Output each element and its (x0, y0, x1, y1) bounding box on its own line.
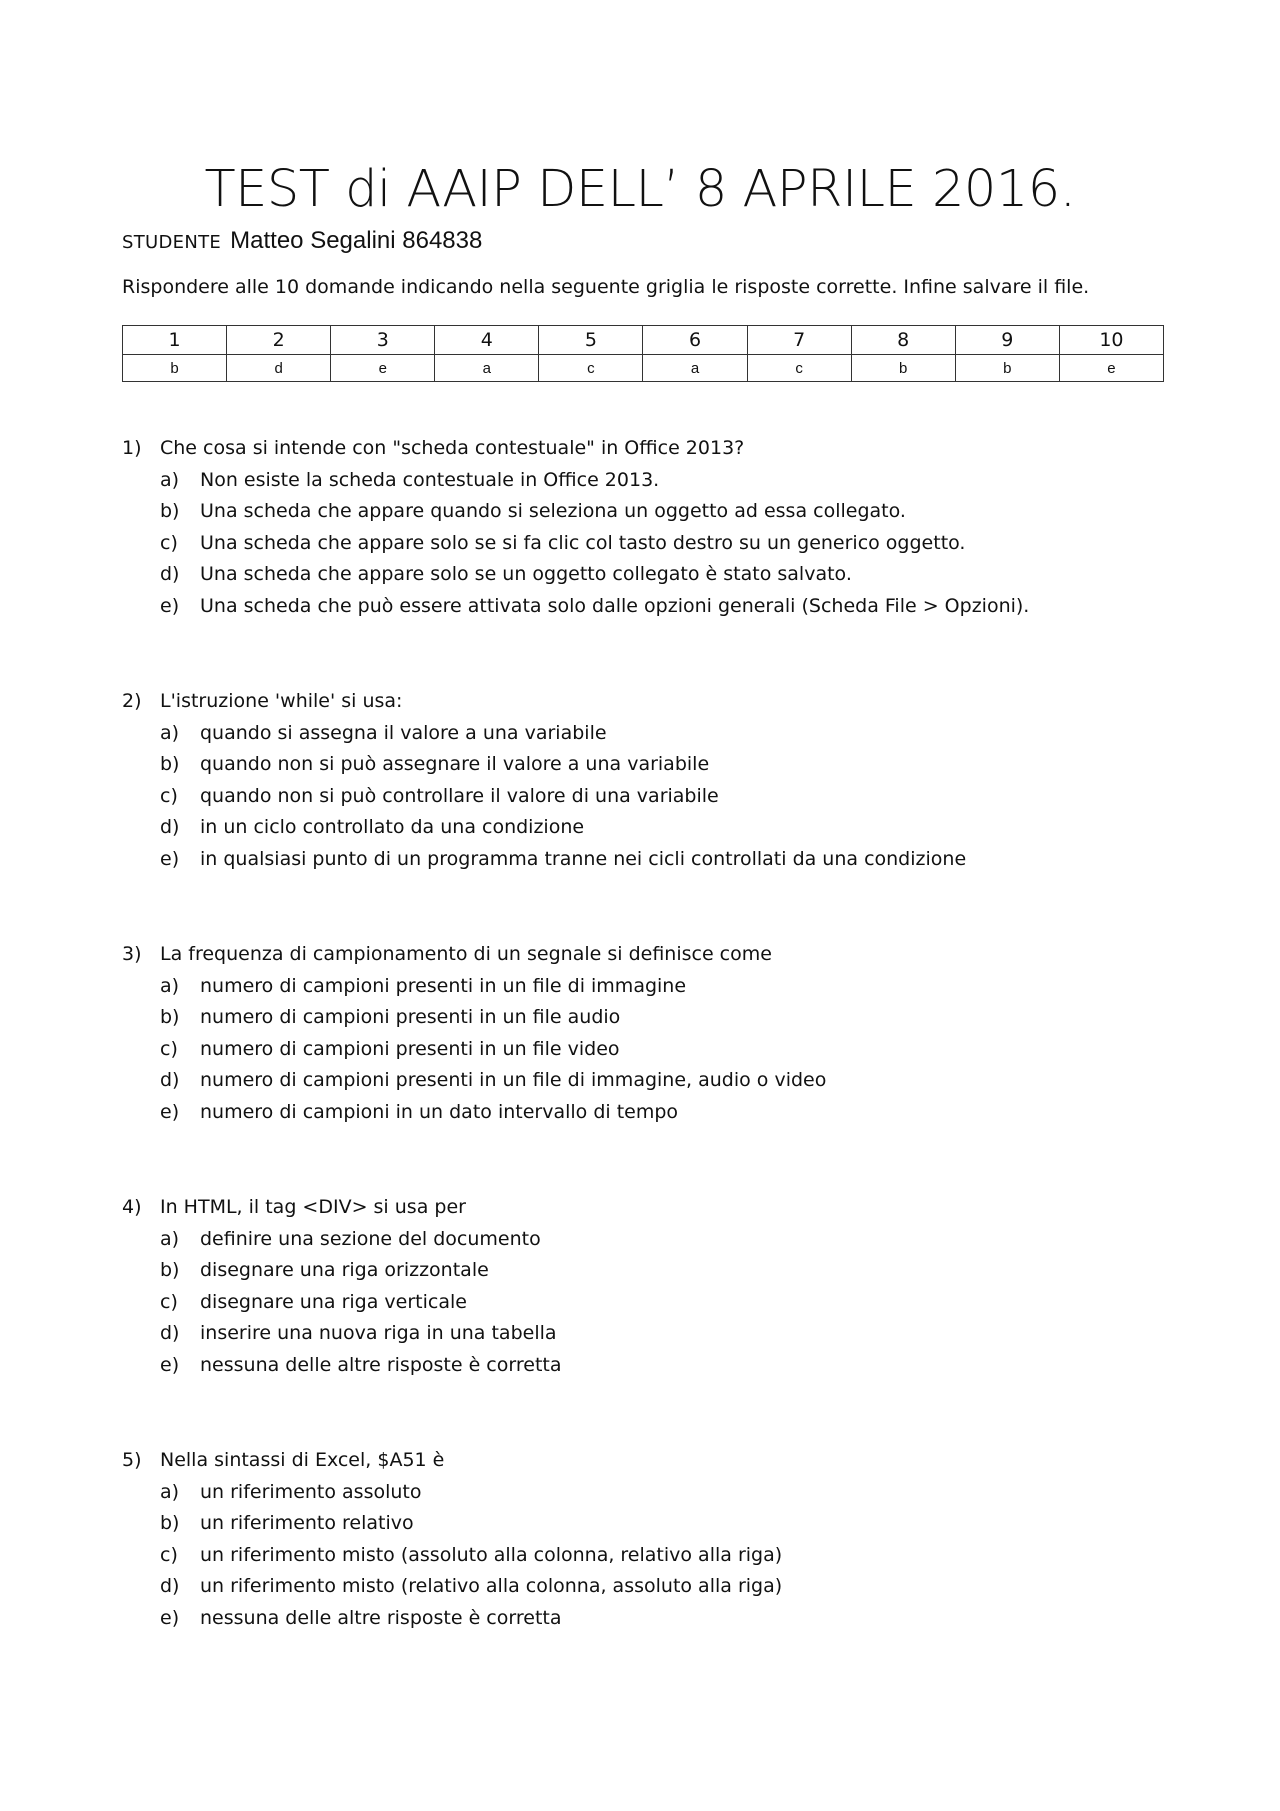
answer-option (122, 1224, 561, 1256)
answer-option (122, 559, 1029, 591)
option-letter: e) (160, 847, 180, 870)
option-letter: c) (160, 1290, 178, 1313)
option-letter: b) (160, 1006, 180, 1028)
question-5 (122, 1445, 782, 1634)
grid-number-cell: 6 (643, 326, 747, 355)
option-text: numero di campioni in un dato intervallo di tempo (200, 1100, 679, 1123)
answer-option (122, 1318, 561, 1350)
grid-answer-cell[interactable]: b (123, 355, 227, 382)
answer-option (122, 1540, 782, 1572)
question-text: In HTML, il tag <DIV> si usa per (160, 1196, 466, 1218)
option-letter: a) (160, 1227, 180, 1250)
option-letter: c) (160, 1543, 178, 1566)
answer-option (122, 781, 966, 813)
grid-answer-cell[interactable]: b (851, 355, 955, 382)
answer-option (122, 844, 966, 876)
option-letter: e) (160, 1100, 180, 1123)
option-text: numero di campioni presenti in un file di immagine (200, 974, 687, 997)
question-stem (122, 1445, 782, 1477)
option-letter: d) (160, 1322, 180, 1344)
grid-number-cell: 3 (331, 326, 435, 355)
grid-answer-cell[interactable]: c (539, 355, 643, 382)
answer-grid-numbers-row (123, 326, 1164, 355)
answer-option (122, 591, 1029, 623)
option-letter: d) (160, 816, 180, 838)
option-letter: e) (160, 1353, 180, 1376)
grid-answer-cell[interactable]: b (955, 355, 1059, 382)
answer-option (122, 812, 966, 844)
option-letter: d) (160, 1575, 180, 1597)
option-letter: c) (160, 1037, 178, 1060)
question-text: L'istruzione 'while' si usa: (160, 690, 403, 712)
grid-answer-cell[interactable]: a (435, 355, 539, 382)
answer-option (122, 749, 966, 781)
answer-option (122, 1477, 782, 1509)
answer-option (122, 1508, 782, 1540)
grid-number-cell: 8 (851, 326, 955, 355)
answer-option (122, 971, 826, 1003)
option-text: in qualsiasi punto di un programma tranne nei cicli controllati da una condizione (200, 847, 967, 870)
answer-option (122, 1002, 826, 1034)
grid-number-cell: 2 (227, 326, 331, 355)
option-letter: a) (160, 468, 180, 491)
option-text: nessuna delle altre risposte è corretta (200, 1606, 562, 1629)
option-text: Una scheda che appare quando si seleziona un oggetto ad essa collegato. (200, 500, 906, 522)
grid-number-cell: 9 (955, 326, 1059, 355)
answer-option (122, 1065, 826, 1097)
question-1 (122, 433, 1029, 622)
option-letter: d) (160, 563, 180, 585)
option-letter: c) (160, 531, 178, 554)
option-text: definire una sezione del documento (200, 1227, 541, 1250)
grid-number-cell: 5 (539, 326, 643, 355)
option-text: Una scheda che appare solo se si fa clic col tasto destro su un generico oggetto. (200, 531, 966, 554)
option-text: un riferimento misto (relativo alla colonna, assoluto alla riga) (200, 1575, 783, 1597)
instructions-text: Rispondere alle 10 domande indicando nella seguente griglia le risposte corrette. Infine salvare il file. (122, 276, 1090, 298)
grid-answer-cell[interactable]: e (331, 355, 435, 382)
option-text: disegnare una riga orizzontale (200, 1259, 489, 1281)
question-text: Nella sintassi di Excel, $A51 è (160, 1449, 445, 1471)
grid-answer-cell[interactable]: d (227, 355, 331, 382)
option-text: numero di campioni presenti in un file audio (200, 1006, 621, 1028)
option-letter: a) (160, 1480, 180, 1503)
answer-grid (122, 325, 1164, 382)
answer-option (122, 465, 1029, 497)
student-name: Matteo Segalini 864838 (230, 227, 483, 254)
option-text: un riferimento assoluto (200, 1480, 422, 1503)
option-text: un riferimento relativo (200, 1512, 414, 1534)
answer-option (122, 1097, 826, 1129)
option-letter: a) (160, 974, 180, 997)
question-4 (122, 1192, 561, 1381)
option-letter: b) (160, 500, 180, 522)
option-letter: d) (160, 1069, 180, 1091)
option-letter: a) (160, 721, 180, 744)
option-text: numero di campioni presenti in un file di immagine, audio o video (200, 1069, 827, 1091)
question-2 (122, 686, 966, 875)
option-text: in un ciclo controllato da una condizione (200, 816, 585, 838)
option-text: nessuna delle altre risposte è corretta (200, 1353, 562, 1376)
question-stem (122, 1192, 561, 1224)
option-text: Non esiste la scheda contestuale in Office 2013. (200, 468, 660, 491)
option-letter: e) (160, 594, 180, 617)
question-number: 2) (122, 690, 142, 712)
option-text: disegnare una riga verticale (200, 1290, 467, 1313)
grid-number-cell: 4 (435, 326, 539, 355)
answer-option (122, 718, 966, 750)
answer-grid-answers-row (123, 355, 1164, 382)
question-number: 1) (122, 437, 142, 459)
grid-number-cell: 1 (123, 326, 227, 355)
question-text: La frequenza di campionamento di un segnale si definisce come (160, 943, 772, 965)
option-letter: b) (160, 1512, 180, 1534)
answer-option (122, 1571, 782, 1603)
option-letter: b) (160, 1259, 180, 1281)
question-number: 3) (122, 943, 142, 965)
grid-number-cell: 10 (1059, 326, 1163, 355)
option-letter: b) (160, 753, 180, 775)
grid-answer-cell[interactable]: a (643, 355, 747, 382)
answer-option (122, 496, 1029, 528)
grid-answer-cell[interactable]: c (747, 355, 851, 382)
option-text: quando non si può assegnare il valore a una variabile (200, 753, 710, 775)
question-3 (122, 939, 826, 1128)
student-label: STUDENTE (122, 232, 222, 253)
option-letter: e) (160, 1606, 180, 1629)
option-text: numero di campioni presenti in un file video (200, 1037, 620, 1060)
option-text: quando si assegna il valore a una variabile (200, 721, 607, 744)
question-stem (122, 686, 966, 718)
answer-option (122, 1034, 826, 1066)
question-number: 5) (122, 1449, 142, 1471)
question-stem (122, 433, 1029, 465)
answer-option (122, 1287, 561, 1319)
option-text: quando non si può controllare il valore di una variabile (200, 784, 719, 807)
option-text: Una scheda che può essere attivata solo dalle opzioni generali (Scheda File > Opzioni). (200, 594, 1030, 617)
question-text: Che cosa si intende con "scheda contestuale" in Office 2013? (160, 437, 745, 459)
option-text: inserire una nuova riga in una tabella (200, 1322, 557, 1344)
option-text: Una scheda che appare solo se un oggetto collegato è stato salvato. (200, 563, 852, 585)
question-stem (122, 939, 826, 971)
grid-number-cell: 7 (747, 326, 851, 355)
grid-answer-cell[interactable]: e (1059, 355, 1163, 382)
answer-option (122, 1255, 561, 1287)
question-number: 4) (122, 1196, 142, 1218)
answer-option (122, 528, 1029, 560)
answer-option (122, 1603, 782, 1635)
option-text: un riferimento misto (assoluto alla colonna, relativo alla riga) (200, 1543, 783, 1566)
page-title: TEST di AAIP DELL’ 8 APRILE 2016. (204, 160, 1076, 219)
answer-option (122, 1350, 561, 1382)
student-line (122, 227, 482, 255)
option-letter: c) (160, 784, 178, 807)
